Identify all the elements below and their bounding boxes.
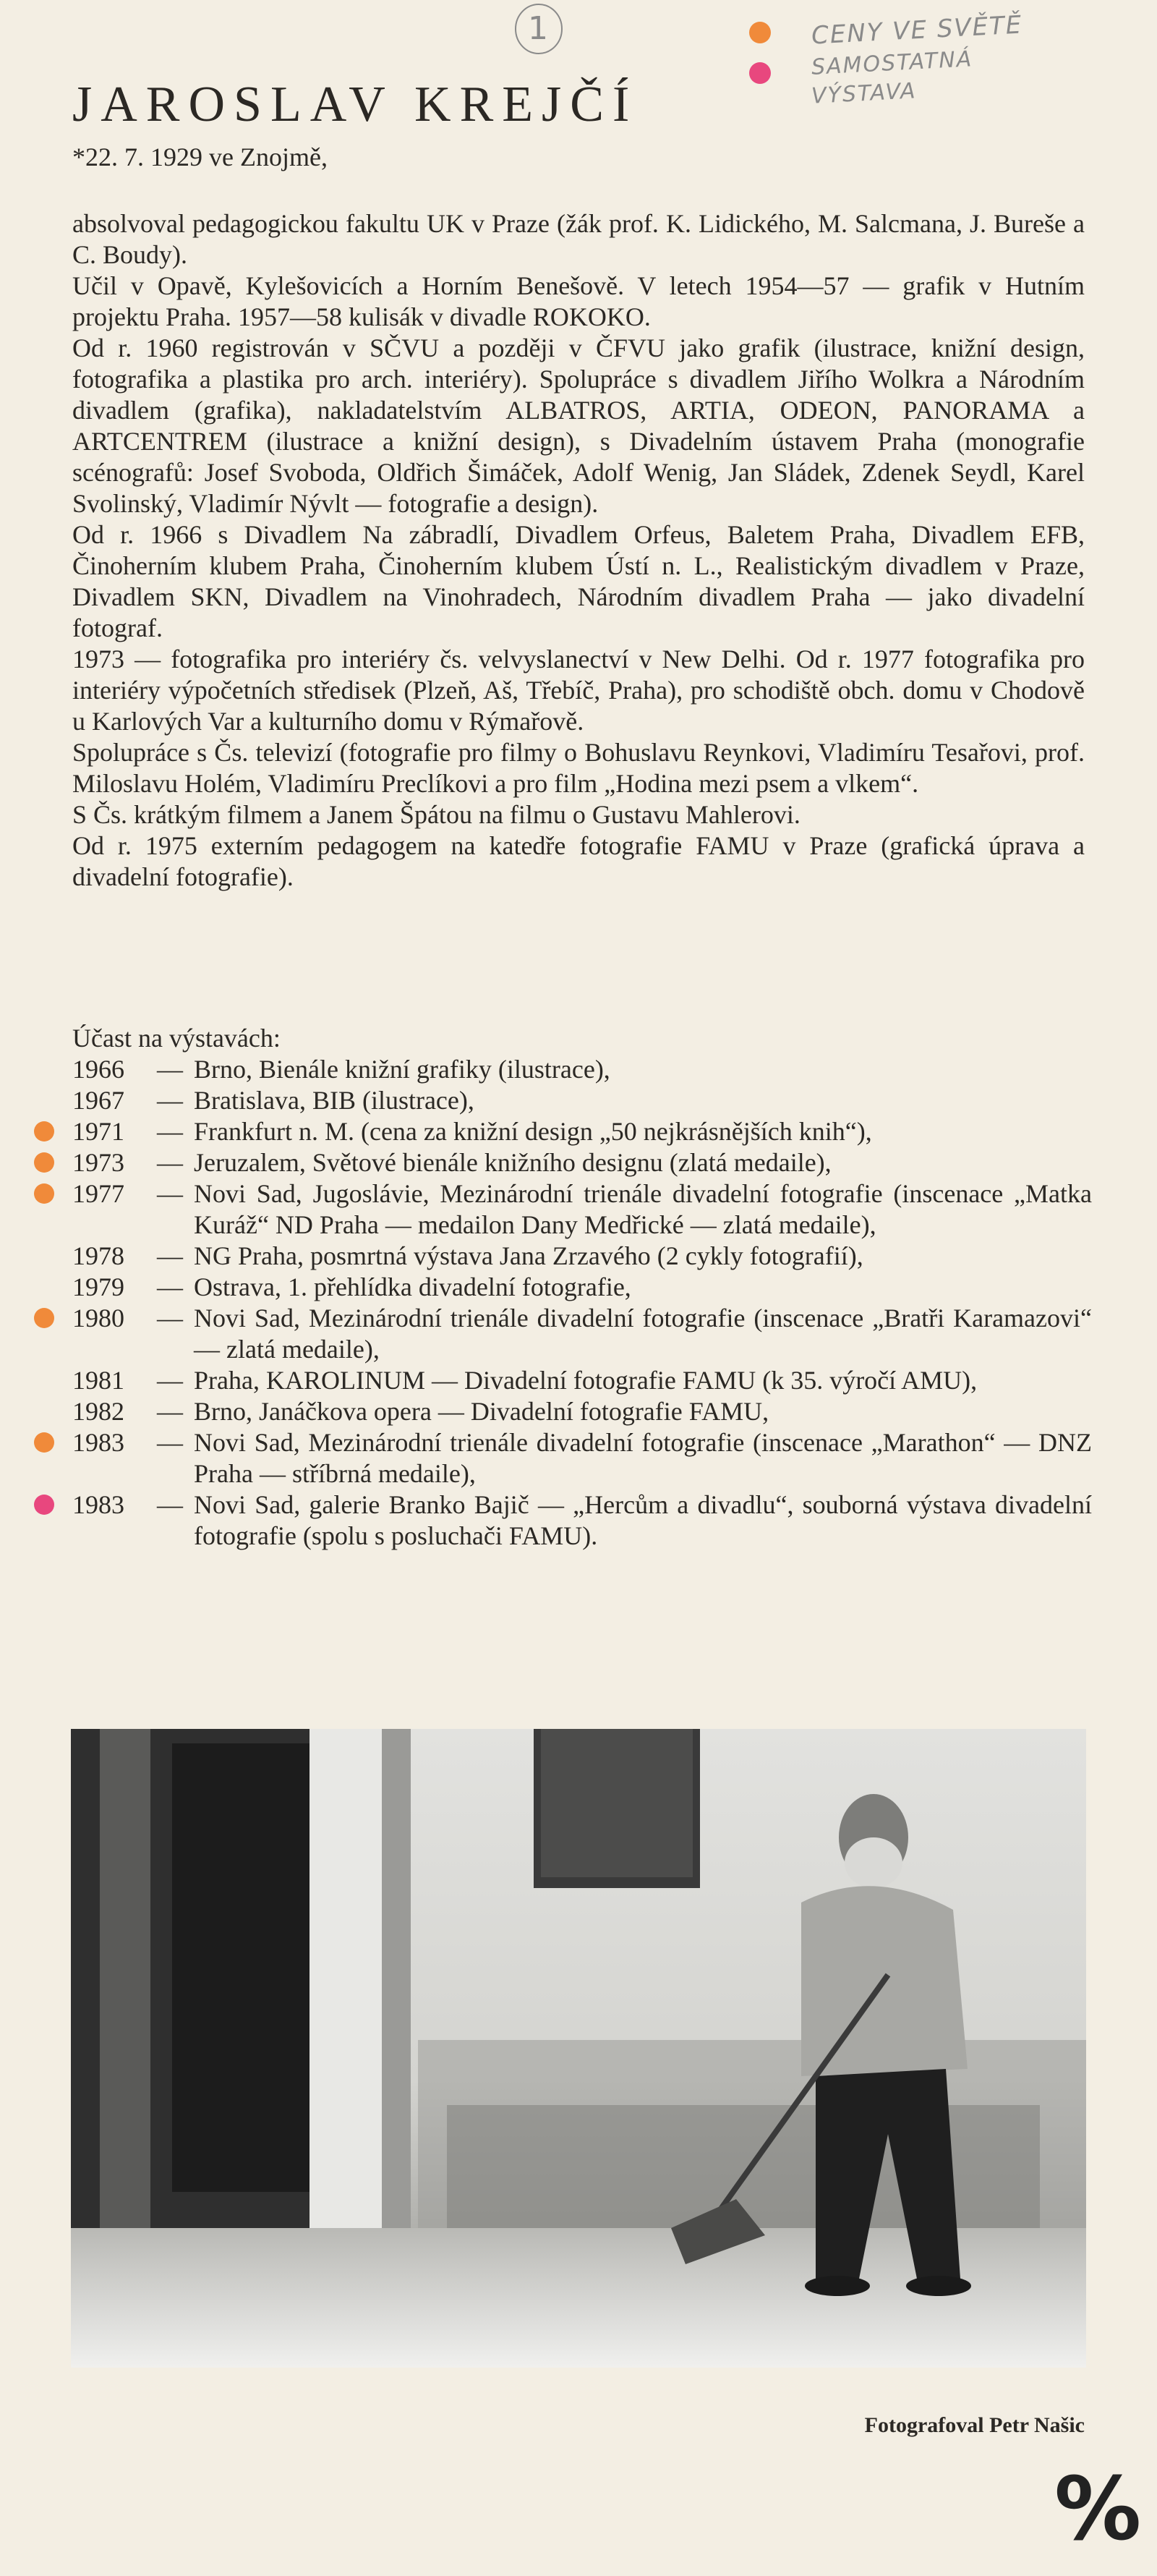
bio-paragraph: absolvoval pedagogickou fakultu UK v Praze (žák prof. K. Lidického, M. Salcmana, J. Bureše a C. Boudy). (72, 209, 1085, 269)
exhibition-text: Novi Sad, Mezinárodní trienále divadelní fotografie (inscenace „Bratři Karamazovi“ — zlatá medaile), (194, 1304, 1092, 1364)
exhibition-row (72, 1396, 1092, 1427)
exhibition-dash: — (157, 1366, 183, 1395)
bio-paragraph: S Čs. krátkým filmem a Janem Špátou na filmu o Gustavu Mahlerovi. (72, 800, 800, 829)
exhibition-dash: — (157, 1086, 183, 1115)
exhibition-dash: — (157, 1428, 183, 1457)
exhibition-row (72, 1054, 1092, 1085)
exhibition-year: 1982 (72, 1397, 124, 1426)
handwritten-note-line-1: CENY VE SVĚTĚ (811, 10, 1024, 51)
exhibition-year: 1973 (72, 1148, 124, 1177)
exhibition-text: Novi Sad, galerie Branko Bajič — „Hercům a divadlu“, souborná výstava divadelní fotografie (spolu s posluchači FAMU). (194, 1490, 1092, 1550)
exhibition-dash: — (157, 1397, 183, 1426)
photo-caption: Fotografoval Petr Našic (864, 2413, 1085, 2437)
exhibition-text: NG Praha, posmrtná výstava Jana Zrzavého (2 cykly fotografií), (194, 1241, 863, 1270)
handwritten-page-number (512, 0, 565, 58)
artist-name: JAROSLAV KREJČÍ (72, 77, 639, 132)
exhibition-dash: — (157, 1148, 183, 1177)
pink-marker-dot (749, 62, 771, 84)
exhibition-year: 1981 (72, 1366, 124, 1395)
orange-marker-dot (34, 1308, 54, 1328)
orange-marker-dot (34, 1183, 54, 1204)
exhibition-year: 1967 (72, 1086, 124, 1115)
exhibition-row (72, 1178, 1092, 1241)
exhibition-row (72, 1427, 1092, 1489)
exhibition-row (72, 1365, 1092, 1396)
exhibition-year: 1979 (72, 1272, 124, 1301)
exhibition-row (72, 1272, 1092, 1303)
handwritten-note-line-3: VÝSTAVA (811, 78, 918, 109)
bio-paragraph: Od r. 1960 registrován v SČVU a později v ČFVU jako grafik (ilustrace, knižní design, fotografika a plastika pro arch. interiéry). Spolupráce s divadlem Jiřího Wolkra a Národním divadlem (grafika), nakladatelstvím ALBATROS, ARTIA, ODEON, PANORAMA a ARTCENTREM (ilustrace a knižní design), s Divadelním ústavem Praha (monografie scénografů: Josef Svoboda, Oldřich Šimáček, Adolf Wenig, Jan Sládek, Zdenek Seydl, Karel Svolinský, Vladimír Nývlt — fotografie a design). (72, 333, 1085, 518)
exhibition-row (72, 1303, 1092, 1365)
exhibition-dash: — (157, 1179, 183, 1208)
exhibition-text: Frankfurt n. M. (cena za knižní design „50 nejkrásnějších knih“), (194, 1117, 872, 1146)
exhibition-text: Brno, Janáčkova opera — Divadelní fotografie FAMU, (194, 1397, 769, 1426)
exhibition-text: Praha, KAROLINUM — Divadelní fotografie FAMU (k 35. výročí AMU), (194, 1366, 978, 1395)
birth-info: *22. 7. 1929 ve Znojmě, (72, 143, 328, 171)
exhibition-year: 1983 (72, 1490, 124, 1519)
exhibition-dash: — (157, 1055, 183, 1084)
artist-photo (71, 1729, 1086, 2368)
bio-paragraph: 1973 — fotografika pro interiéry čs. velvyslanectví v New Delhi. Od r. 1977 fotografika pro interiéry výpočetních středisek (Plzeň, Aš, Třebíč, Praha), pro schodiště obch. domu v Chodově u Karlových Var a kulturního domu v Rýmařově. (72, 645, 1085, 736)
exhibition-dash: — (157, 1490, 183, 1519)
orange-marker-dot (34, 1432, 54, 1453)
pink-marker-dot (34, 1495, 54, 1515)
exhibition-dash: — (157, 1304, 183, 1332)
exhibition-row (72, 1085, 1092, 1116)
orange-marker-dot (749, 22, 771, 43)
handwritten-corner-mark: % (1054, 2460, 1142, 2560)
svg-text:1: 1 (528, 10, 550, 47)
exhibition-year: 1966 (72, 1055, 124, 1084)
exhibition-text: Ostrava, 1. přehlídka divadelní fotografie, (194, 1272, 631, 1301)
exhibition-row (72, 1147, 1092, 1178)
exhibition-text: Novi Sad, Jugoslávie, Mezinárodní trienále divadelní fotografie (inscenace „Matka Kuráž“ ND Praha — medailon Dany Medřické — zlatá medaile), (194, 1179, 1092, 1239)
bio-paragraph: Spolupráce s Čs. televizí (fotografie pro filmy o Bohuslavu Reynkovi, Vladimíru Tesařovi, prof. Miloslavu Holém, Vladimíru Preclíkovi a pro film „Hodina mezi psem a vlkem“. (72, 738, 1085, 798)
orange-marker-dot (34, 1121, 54, 1142)
exhibition-year: 1983 (72, 1428, 124, 1457)
exhibition-dash: — (157, 1241, 183, 1270)
exhibition-row (72, 1489, 1092, 1552)
exhibitions-heading: Účast na výstavách: (72, 1024, 281, 1053)
exhibition-dash: — (157, 1117, 183, 1146)
handwritten-note-line-2: SAMOSTATNÁ (811, 46, 974, 80)
biography (72, 208, 1085, 893)
exhibition-row (72, 1241, 1092, 1272)
exhibition-text: Brno, Bienále knižní grafiky (ilustrace), (194, 1055, 610, 1084)
exhibition-text: Novi Sad, Mezinárodní trienále divadelní fotografie (inscenace „Marathon“ — DNZ Praha — stříbrná medaile), (194, 1428, 1092, 1488)
orange-marker-dot (34, 1152, 54, 1173)
exhibition-year: 1971 (72, 1117, 124, 1146)
exhibition-year: 1980 (72, 1304, 124, 1332)
exhibition-year: 1978 (72, 1241, 124, 1270)
exhibition-row (72, 1116, 1092, 1147)
exhibition-year: 1977 (72, 1179, 124, 1208)
exhibition-text: Bratislava, BIB (ilustrace), (194, 1086, 474, 1115)
bio-paragraph: Od r. 1975 externím pedagogem na katedře fotografie FAMU v Praze (grafická úprava a divadelní fotografie). (72, 831, 1085, 891)
bio-paragraph: Učil v Opavě, Kylešovicích a Horním Benešově. V letech 1954—57 — grafik v Hutním projektu Praha. 1957—58 kulisák v divadle ROKOKO. (72, 271, 1085, 331)
bio-paragraph: Od r. 1966 s Divadlem Na zábradlí, Divadlem Orfeus, Baletem Praha, Divadlem EFB, Činoherním klubem Praha, Činoherním klubem Ústí n. L., Realistickým divadlem v Praze, Divadlem SKN, Divadlem na Vinohradech, Národním divadlem Praha — jako divadelní fotograf. (72, 520, 1085, 642)
exhibitions-list (72, 1054, 1092, 1552)
exhibition-dash: — (157, 1272, 183, 1301)
exhibition-text: Jeruzalem, Světové bienále knižního designu (zlatá medaile), (194, 1148, 832, 1177)
